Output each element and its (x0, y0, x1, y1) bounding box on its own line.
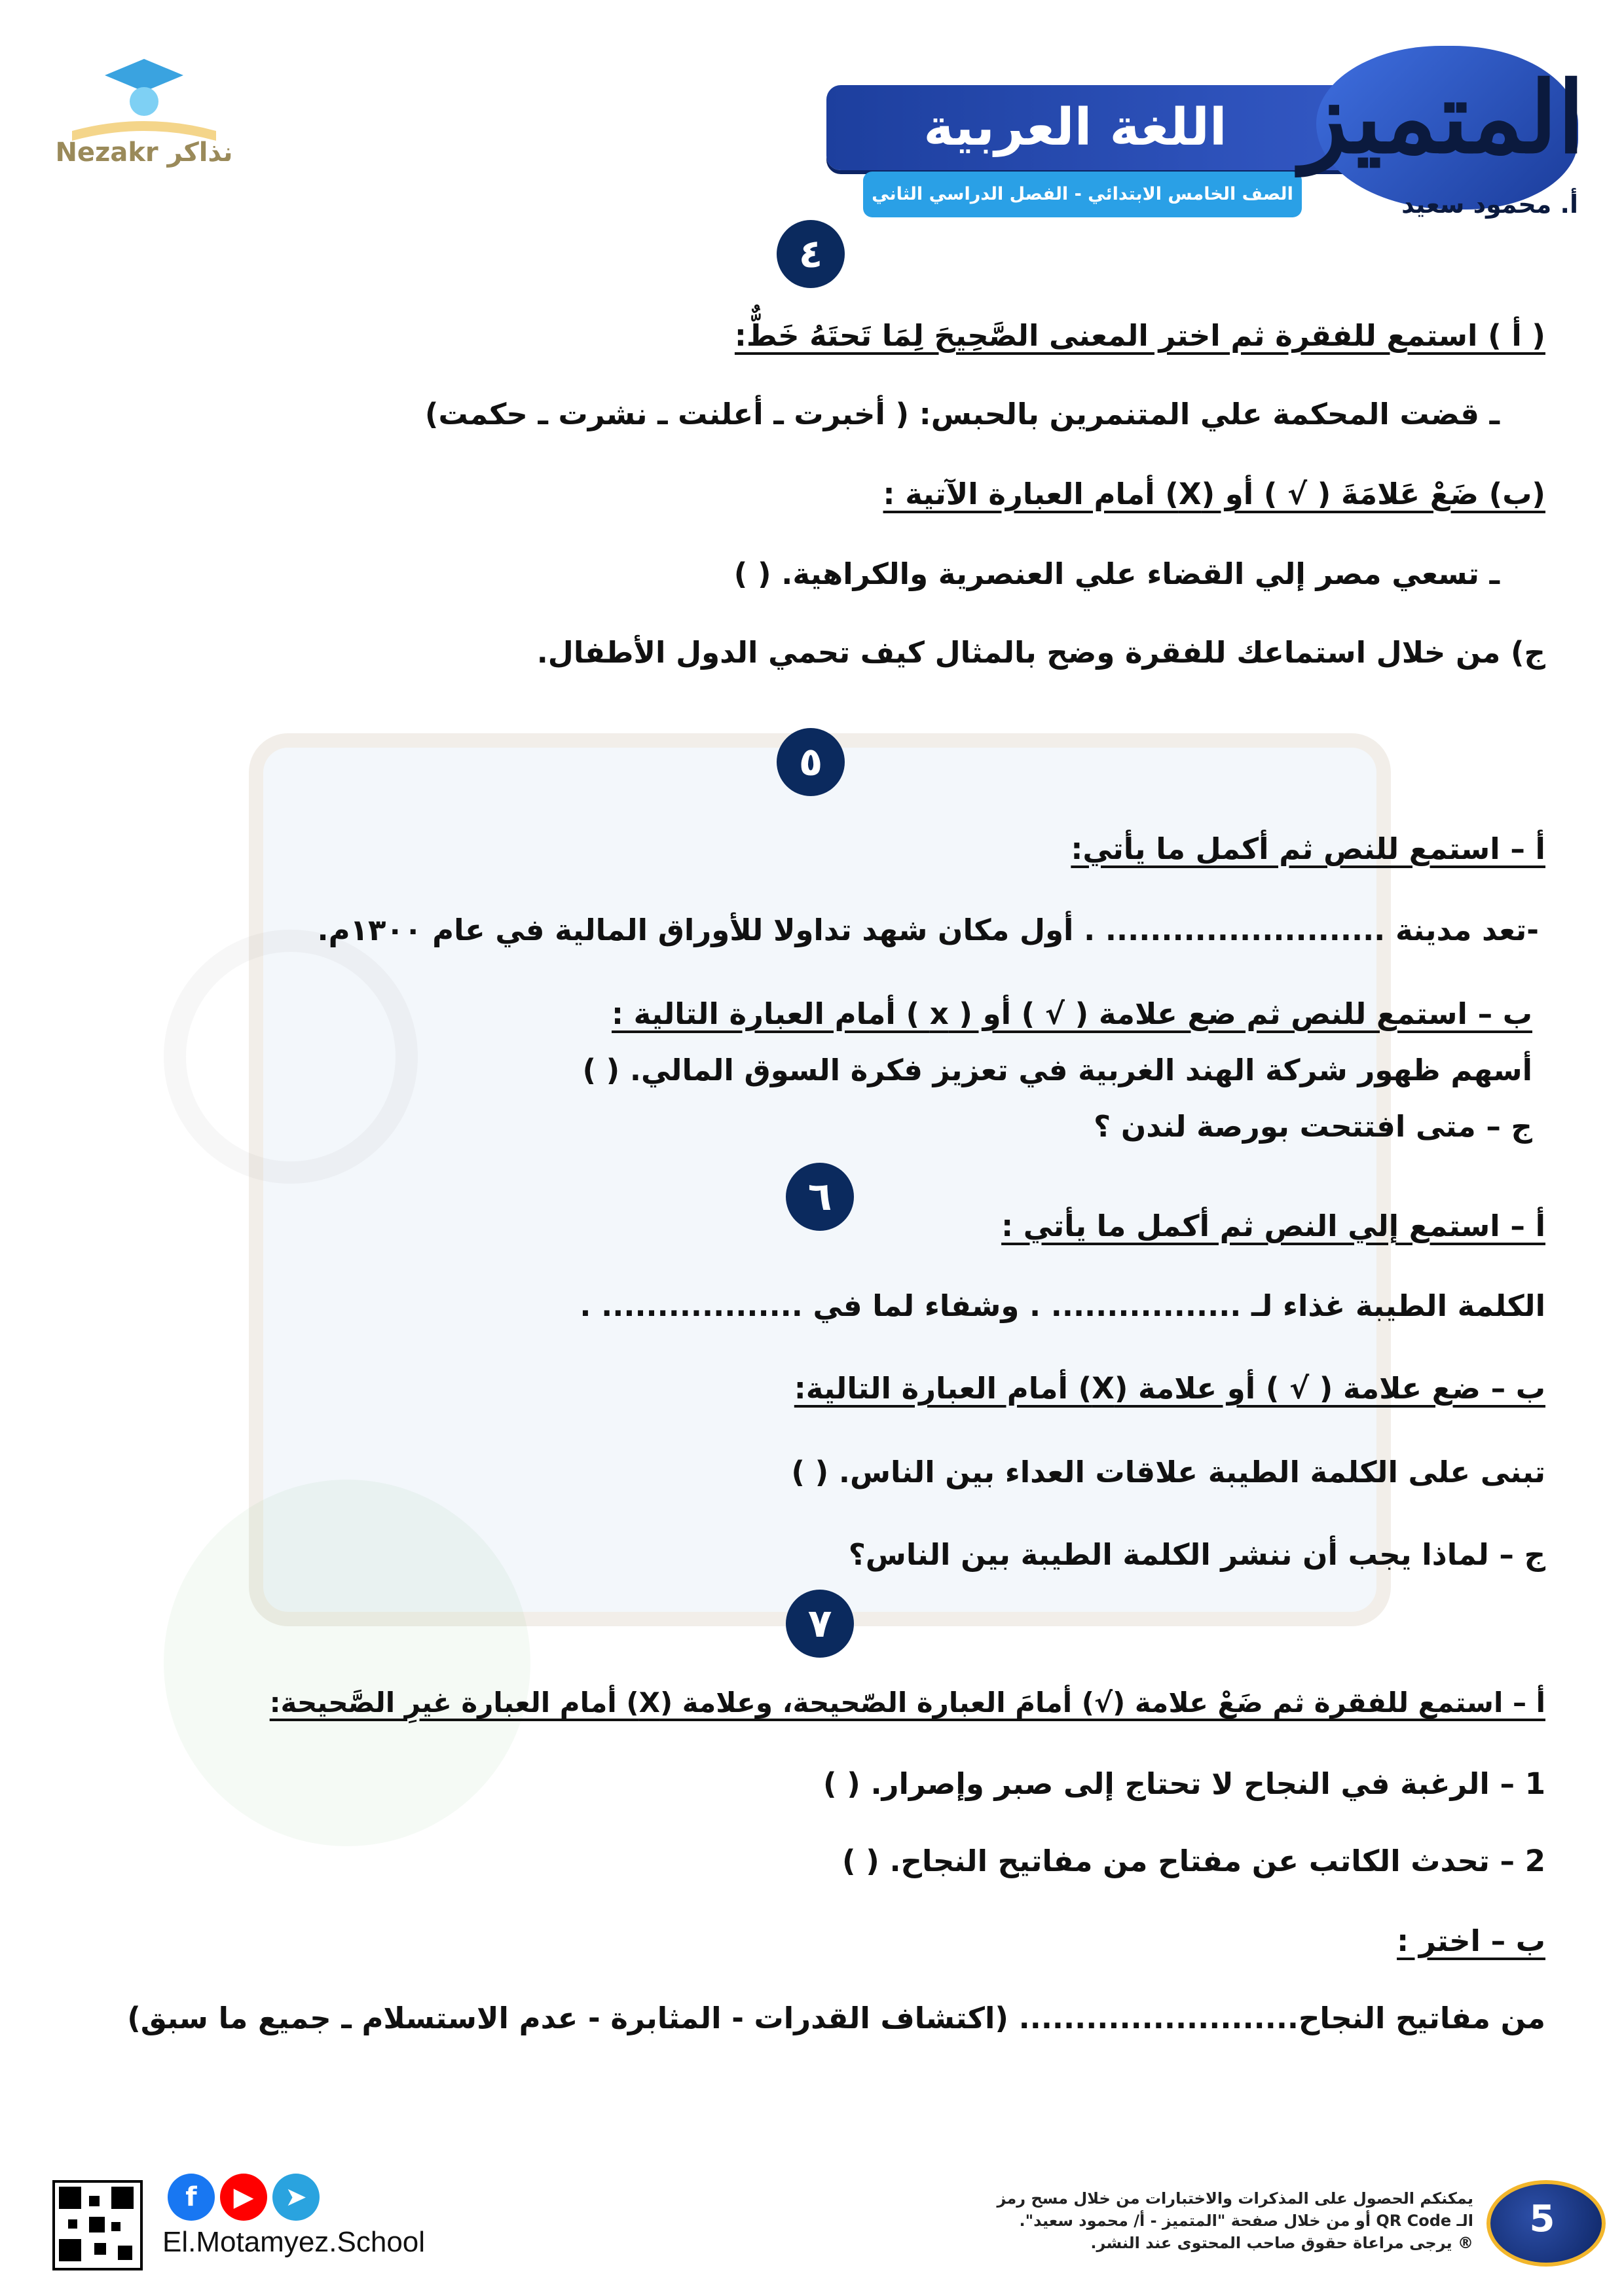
q4-part-a-instruction: ( أ ) استمع للفقرة ثم اختر المعنى الصَّحِيحَ لِمَا تَحتَهُ خَطٌّ: (734, 318, 1545, 353)
facebook-icon[interactable]: f (168, 2174, 215, 2221)
footer-note-line-2: الـ QR Code أو من خلال صفحة "المتميز - أ/ محمود سعيد". (1019, 2212, 1473, 2230)
question-number-4: ٤ (777, 220, 845, 288)
q6-part-c-question: ج – لماذا يجب أن ننشر الكلمة الطيبة بين الناس؟ (848, 1537, 1545, 1572)
q7-part-b-instruction: ب – اختر : (1397, 1923, 1545, 1958)
q7-part-a-instruction: أ – استمع للفقرة ثم ضَعْ علامة (√) أمامَ العبارة الصّحيحة، وعلامة (X) أمام العبارة غيرِ الصَّحيحة: (269, 1686, 1545, 1719)
subject-title: اللغة العربية (923, 98, 1227, 157)
question-number-6: ٦ (786, 1163, 854, 1231)
grade-subtitle: الصف الخامس الابتدائي - الفصل الدراسي الثاني (872, 184, 1293, 204)
q4-part-b-instruction: (ب) ضَعْ عَلامَةَ ( √ ) أو (X) أمام العبارة الآتية : (883, 477, 1545, 511)
school-handle[interactable]: El.Motamyez.School (162, 2226, 426, 2258)
footer-note-line-3: ® يرجى مراعاة حقوق صاحب المحتوى عند النشر. (1090, 2234, 1473, 2252)
watermark-magnifier (164, 930, 418, 1184)
q5-part-b-instruction: ب – استمع للنص ثم ضع علامة ( √ ) أو ( x ) أمام العبارة التالية : (612, 996, 1532, 1031)
watermark-globe (164, 1480, 530, 1846)
question-number-7: ٧ (786, 1590, 854, 1658)
q5-part-b-item: أسهم ظهور شركة الهند الغربية في تعزيز فكرة السوق المالي. ( ) (582, 1053, 1532, 1087)
q7-part-a-item-1: 1 – الرغبة في النجاح لا تحتاج إلى صبر وإصرار. ( ) (823, 1766, 1545, 1801)
question-number-5: ٥ (777, 728, 845, 796)
teacher-name: أ. محمود سعيد (1401, 190, 1578, 219)
q4-part-c-question: ج) من خلال استماعك للفقرة وضح بالمثال كيف تحمي الدول الأطفال. (536, 635, 1545, 670)
page-number: 5 (1529, 2198, 1555, 2240)
youtube-icon[interactable]: ▶ (220, 2174, 267, 2221)
nezakr-logo-text: Nezakr نذاكر (55, 137, 233, 168)
q7-part-b-item: من مفاتيح النجاح......................... (اكتشاف القدرات - المثابرة - عدم الاستسلام ـ جميع ما سبق) (127, 2001, 1545, 2035)
q6-part-a-item: الكلمة الطيبة غذاء لـ ................. . وشفاء لما في .................. . (580, 1288, 1545, 1323)
q5-part-c-question: ج – متى افتتحت بورصة لندن ؟ (1094, 1109, 1532, 1144)
brand-logo-word: المتميز (1300, 60, 1585, 175)
q6-part-a-instruction: أ – استمع إلي النص ثم أكمل ما يأتي : (1001, 1209, 1545, 1243)
q4-part-a-item: ـ قضت المحكمة علي المتنمرين بالحبس: ( أخبرت ـ أعلنت ـ نشرت ـ حكمت) (424, 397, 1500, 431)
q5-part-a-item: -تعد مدينة ......................... . أول مكان شهد تداولا للأوراق المالية في عام ١٣٠٠م. (317, 913, 1539, 947)
q5-part-a-instruction: أ – استمع للنص ثم أكمل ما يأتي: (1071, 831, 1545, 866)
footer-note-line-1: يمكنكم الحصول على المذكرات والاختبارات من خلال مسح رمز (997, 2189, 1473, 2208)
q7-part-a-item-2: 2 – تحدث الكاتب عن مفتاح من مفاتيح النجاح. ( ) (841, 1844, 1545, 1878)
q4-part-b-item: ـ تسعي مصر إلي القضاء علي العنصرية والكراهية. ( ) (733, 556, 1500, 591)
telegram-icon[interactable]: ➤ (272, 2174, 320, 2221)
qr-code[interactable] (52, 2180, 143, 2270)
q6-part-b-item: تبنى على الكلمة الطيبة علاقات العداء بين الناس. ( ) (791, 1455, 1545, 1489)
q6-part-b-instruction: ب – ضع علامة ( √ ) أو علامة (X) أمام العبارة التالية: (794, 1371, 1545, 1406)
